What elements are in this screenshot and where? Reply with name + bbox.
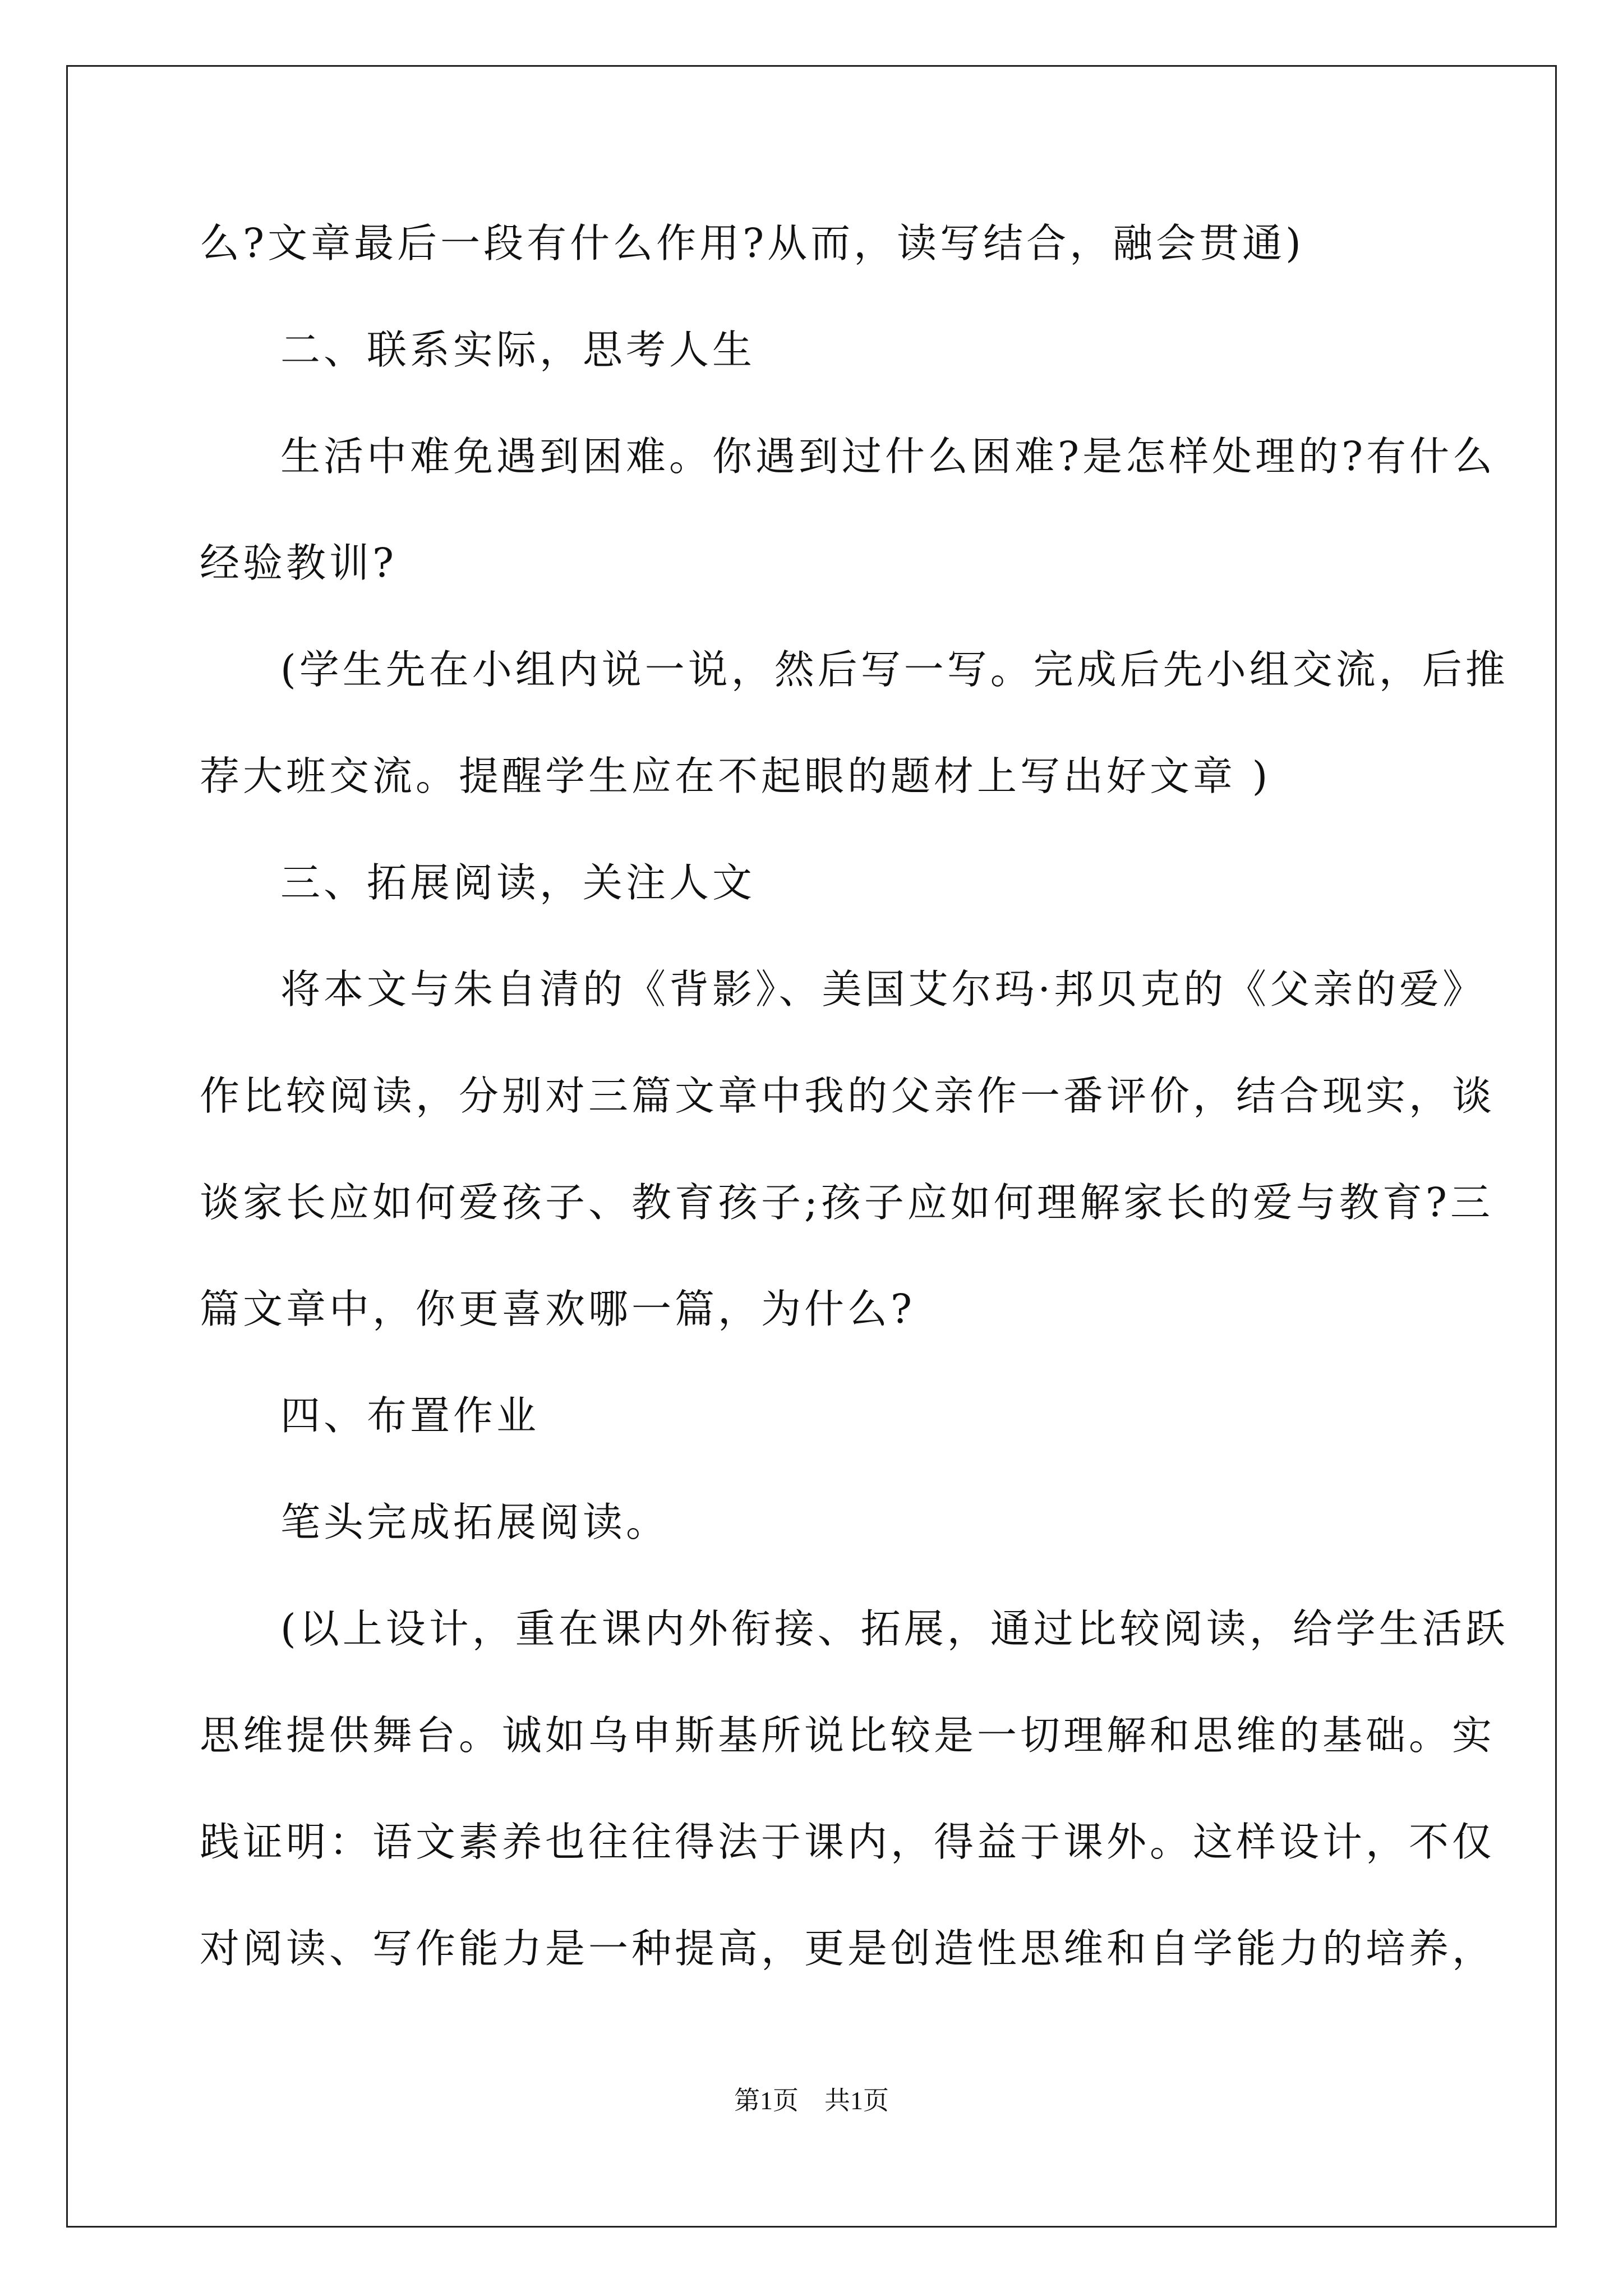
section-heading-2: 二、联系实际，思考人生 xyxy=(280,326,756,373)
section-heading-4: 四、布置作业 xyxy=(280,1392,540,1439)
body-line-11: 篇文章中，你更喜欢哪一篇，为什么? xyxy=(200,1286,916,1332)
body-line-10: 谈家长应如何爱孩子、教育孩子;孩子应如何理解家长的爱与教育?三 xyxy=(200,1179,1493,1226)
body-line-14: (以上设计，重在课内外衔接、拓展，通过比较阅读，给学生活跃 xyxy=(280,1605,1509,1652)
body-line-8: 将本文与朱自清的《背影》、美国艾尔玛·邦贝克的《父亲的爱》 xyxy=(280,966,1486,1013)
body-line-17: 对阅读、写作能力是一种提高，更是创造性思维和自学能力的培养， xyxy=(200,1925,1496,1972)
body-line-13: 笔头完成拓展阅读。 xyxy=(280,1499,670,1545)
section-heading-3: 三、拓展阅读，关注人文 xyxy=(280,859,756,906)
body-line-9: 作比较阅读，分别对三篇文章中我的父亲作一番评价，结合现实，谈 xyxy=(200,1073,1496,1119)
page-footer: 第1页 共1页 xyxy=(734,2086,889,2115)
body-line-1: 么?文章最后一段有什么作用?从而，读写结合，融会贯通) xyxy=(200,220,1304,266)
body-line-6: 荐大班交流。提醒学生应在不起眼的题材上写出好文章 ) xyxy=(200,753,1271,799)
body-line-16: 践证明：语文素养也往往得法于课内，得益于课外。这样设计，不仅 xyxy=(200,1819,1496,1865)
body-line-5: (学生先在小组内说一说，然后写一写。完成后先小组交流，后推 xyxy=(280,646,1509,693)
body-line-15: 思维提供舞台。诚如乌申斯基所说比较是一切理解和思维的基础。实 xyxy=(200,1712,1496,1759)
body-line-4: 经验教训? xyxy=(200,540,398,586)
page-border xyxy=(66,65,1557,2228)
body-line-3: 生活中难免遇到困难。你遇到过什么困难?是怎样处理的?有什么 xyxy=(280,433,1496,480)
